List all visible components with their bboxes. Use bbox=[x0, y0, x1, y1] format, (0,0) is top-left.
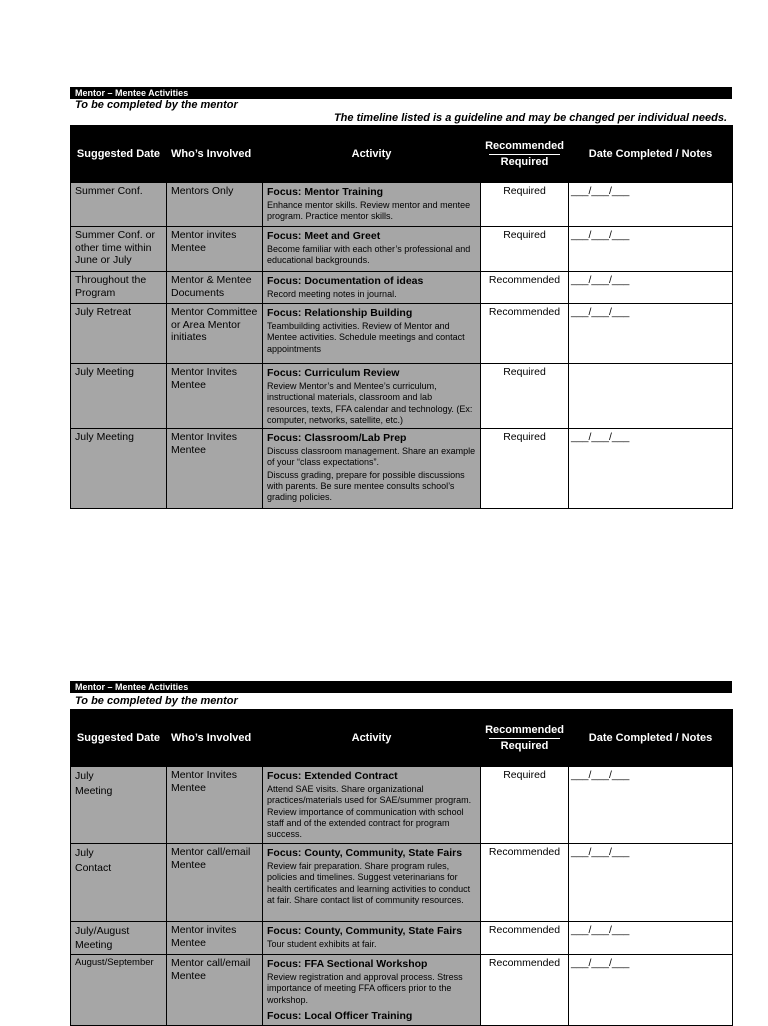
header-recommended: Recommended bbox=[485, 139, 564, 152]
table-header-row bbox=[71, 710, 733, 767]
cell-activity bbox=[263, 304, 481, 364]
activity-description: Review Mentor’s and Mentee’s curriculum, instructional materials, classroom and lab resources, texts, FFA calendar and technology. (Ex: computer, networks, satellite, etc.) bbox=[267, 381, 473, 425]
cell-status: Required bbox=[481, 227, 569, 272]
activity-description: Tour student exhibits at fair. bbox=[267, 939, 377, 949]
cell-date: Throughout the Program bbox=[71, 272, 167, 304]
cell-who: Mentor Invites Mentee bbox=[167, 767, 263, 844]
date-line-2: Contact bbox=[75, 862, 112, 874]
table-row bbox=[71, 364, 733, 429]
date-line-2: Meeting bbox=[75, 785, 113, 797]
activity-focus: Focus: Classroom/Lab Prep bbox=[267, 432, 407, 445]
activity-description: Review registration and approval process. Stress importance of meeting FFA officers prior to the workshop. bbox=[267, 972, 463, 1005]
table-row bbox=[71, 272, 733, 304]
cell-date-completed[interactable]: ___/___/___ bbox=[569, 183, 733, 227]
cell-status: Recommended bbox=[481, 844, 569, 922]
cell-activity bbox=[263, 272, 481, 304]
activity-description: Attend SAE visits. Share organizational practices/materials used for SAE/summer program. Review importance of communication with school staff and of the extended contract for program success. bbox=[267, 784, 472, 840]
header-suggested-date: Suggested Date bbox=[71, 126, 167, 183]
cell-date bbox=[71, 955, 167, 1026]
activity-focus: Focus: Documentation of ideas bbox=[267, 275, 424, 287]
date-line-1: August/September bbox=[75, 957, 154, 968]
section-subtitle: To be completed by the mentor bbox=[75, 695, 238, 707]
date-line-1: July/August bbox=[75, 925, 130, 937]
cell-status: Required bbox=[481, 183, 569, 227]
cell-date-completed[interactable]: ___/___/___ bbox=[569, 304, 733, 364]
table-row bbox=[71, 922, 733, 955]
cell-who: Mentor call/email Mentee bbox=[167, 844, 263, 922]
cell-status: Required bbox=[481, 767, 569, 844]
cell-date-completed[interactable]: ___/___/___ bbox=[569, 272, 733, 304]
cell-who: Mentor Invites Mentee bbox=[167, 429, 263, 509]
activity-description: Become familiar with each other’s professional and educational backgrounds. bbox=[267, 244, 471, 266]
header-date-completed: Date Completed / Notes bbox=[569, 126, 733, 183]
section-subtitle: To be completed by the mentor bbox=[75, 99, 238, 111]
activity-description: Discuss classroom management. Share an example of your “class expectations”. bbox=[267, 446, 476, 468]
cell-date-completed[interactable]: ___/___/___ bbox=[569, 844, 733, 922]
date-line-1: July bbox=[75, 847, 94, 859]
cell-date: July Meeting bbox=[71, 364, 167, 429]
cell-date: Summer Conf. or other time within June or July bbox=[71, 227, 167, 272]
cell-activity bbox=[263, 364, 481, 429]
activity-description: Review fair preparation. Share program rules, policies and timelines. Suggest veterinarians for health certificates and learning activities to conduct at fair. Share contact list of community resources. bbox=[267, 861, 471, 905]
activity-focus: Focus: Relationship Building bbox=[267, 307, 413, 319]
header-required: Required bbox=[489, 154, 560, 170]
cell-status: Recommended bbox=[481, 955, 569, 1026]
activity-focus: Focus: Extended Contract bbox=[267, 770, 398, 782]
table-row bbox=[71, 183, 733, 227]
date-line-2: Meeting bbox=[75, 939, 113, 951]
cell-status: Recommended bbox=[481, 304, 569, 364]
activities-section-1 bbox=[70, 87, 732, 509]
cell-activity bbox=[263, 767, 481, 844]
cell-date: July Meeting bbox=[71, 429, 167, 509]
header-activity: Activity bbox=[263, 126, 481, 183]
cell-status: Required bbox=[481, 364, 569, 429]
activity-description: Enhance mentor skills. Review mentor and mentee program. Practice mentor skills. bbox=[267, 200, 471, 222]
cell-who: Mentor & Mentee Documents bbox=[167, 272, 263, 304]
table-header-row bbox=[71, 126, 733, 183]
section-title: Mentor – Mentee Activities bbox=[70, 87, 732, 99]
activity-description: Teambuilding activities. Review of Mentor and Mentee activities. Schedule meetings and contact appointments bbox=[267, 321, 465, 354]
cell-date-completed[interactable]: ___/___/___ bbox=[569, 922, 733, 955]
activities-table bbox=[70, 125, 733, 509]
header-recommended-required bbox=[481, 126, 569, 183]
activity-focus: Focus: County, Community, State Fairs bbox=[267, 847, 463, 859]
table-row bbox=[71, 767, 733, 844]
header-whos-involved: Who’s Involved bbox=[167, 126, 263, 183]
activity-focus-2: Focus: Local Officer Training bbox=[267, 1009, 413, 1022]
cell-date: July Retreat bbox=[71, 304, 167, 364]
cell-who: Mentor Committee or Area Mentor initiates bbox=[167, 304, 263, 364]
activities-table bbox=[70, 709, 733, 1026]
cell-date: Summer Conf. bbox=[71, 183, 167, 227]
table-row bbox=[71, 955, 733, 1026]
cell-who: Mentors Only bbox=[167, 183, 263, 227]
cell-who: Mentor invites Mentee bbox=[167, 227, 263, 272]
table-row bbox=[71, 844, 733, 922]
cell-date-completed[interactable]: ___/___/___ bbox=[569, 227, 733, 272]
cell-date bbox=[71, 767, 167, 844]
table-row bbox=[71, 304, 733, 364]
date-line-1: July bbox=[75, 770, 94, 782]
header-required: Required bbox=[489, 738, 560, 754]
activity-focus: Focus: Meet and Greet bbox=[267, 230, 381, 242]
cell-date-completed[interactable]: ___/___/___ bbox=[569, 955, 733, 1026]
cell-status: Recommended bbox=[481, 272, 569, 304]
activity-focus: Focus: Curriculum Review bbox=[267, 367, 400, 379]
activities-section-2 bbox=[70, 681, 732, 1026]
header-suggested-date: Suggested Date bbox=[71, 710, 167, 767]
activity-focus: Focus: County, Community, State Fairs bbox=[267, 925, 463, 937]
activity-description: Record meeting notes in journal. bbox=[267, 289, 397, 299]
cell-who: Mentor call/email Mentee bbox=[167, 955, 263, 1026]
cell-status: Recommended bbox=[481, 922, 569, 955]
activity-description-2: Discuss grading, prepare for possible discussions with parents. Be sure mentee consults school’s grading policies. bbox=[267, 469, 465, 503]
activity-focus: Focus: Mentor Training bbox=[267, 186, 384, 198]
cell-who: Mentor Invites Mentee bbox=[167, 364, 263, 429]
header-date-completed: Date Completed / Notes bbox=[569, 710, 733, 767]
section-title: Mentor – Mentee Activities bbox=[70, 681, 732, 693]
table-row bbox=[71, 227, 733, 272]
cell-date-completed[interactable] bbox=[569, 364, 733, 429]
cell-status: Required bbox=[481, 429, 569, 509]
cell-date bbox=[71, 844, 167, 922]
header-recommended-required bbox=[481, 710, 569, 767]
cell-activity bbox=[263, 955, 481, 1026]
guideline-note: The timeline listed is a guideline and may be changed per individual needs. bbox=[333, 112, 727, 124]
cell-activity bbox=[263, 183, 481, 227]
cell-activity bbox=[263, 429, 481, 509]
cell-activity bbox=[263, 844, 481, 922]
cell-activity bbox=[263, 227, 481, 272]
activity-focus: Focus: FFA Sectional Workshop bbox=[267, 958, 428, 970]
header-activity: Activity bbox=[263, 710, 481, 767]
table-row bbox=[71, 429, 733, 509]
cell-who: Mentor invites Mentee bbox=[167, 922, 263, 955]
cell-date-completed[interactable]: ___/___/___ bbox=[569, 767, 733, 844]
header-recommended: Recommended bbox=[485, 723, 564, 736]
cell-date-completed[interactable]: ___/___/___ bbox=[569, 429, 733, 509]
cell-activity bbox=[263, 922, 481, 955]
header-whos-involved: Who’s Involved bbox=[167, 710, 263, 767]
cell-date bbox=[71, 922, 167, 955]
